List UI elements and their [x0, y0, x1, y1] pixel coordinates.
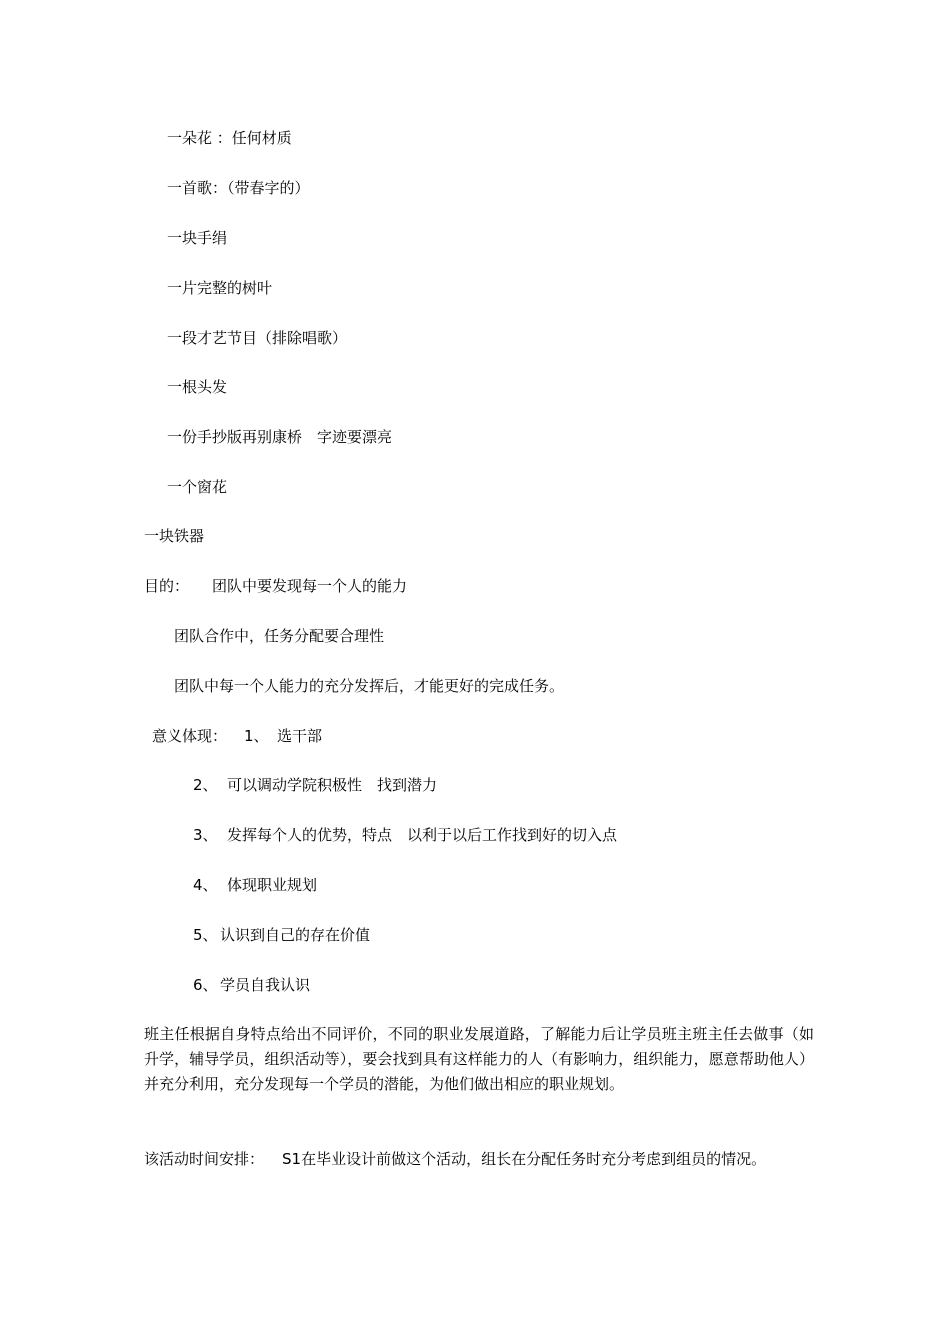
meaning-point-num-5: 5、 — [193, 926, 218, 944]
schedule-label: 该活动时间安排： — [144, 1150, 265, 1168]
item-hair: 一根头发 — [167, 378, 228, 396]
meaning-point-text-6: 学员自我认识 — [220, 976, 311, 994]
meaning-point-num-4: 4、 — [193, 876, 218, 894]
item-iron: 一块铁器 — [144, 527, 205, 545]
item-talent: 一段才艺节目（排除唱歌） — [167, 329, 348, 347]
purpose-label: 目的： — [144, 577, 190, 595]
item-flower: 一朵花 ：任何材质 — [167, 129, 292, 147]
item-song: 一首歌：（带春字的） — [167, 179, 310, 197]
meaning-point-text-4: 体现职业规划 — [227, 876, 318, 894]
meaning-label: 意义体现： — [152, 727, 228, 745]
purpose-line-3: 团队中每一个人能力的充分发挥后，才能更好的完成任务。 — [174, 677, 565, 695]
meaning-point-text-3: 发挥每个人的优势，特点 以利于以后工作找到好的切入点 — [227, 826, 618, 844]
meaning-point-num-3: 3、 — [193, 826, 218, 844]
meaning-point-text-5: 认识到自己的存在价值 — [220, 926, 371, 944]
item-paper-cut: 一个窗花 — [167, 478, 228, 496]
meaning-point-num-1: 1、 — [244, 727, 269, 745]
meaning-point-text-2: 可以调动学院积极性 找到潜力 — [227, 776, 438, 794]
summary-paragraph: 班主任根据自身特点给出不同评价，不同的职业发展道路，了解能力后让学员班主班主任去做事（如升学，辅导学员，组织活动等），要会找到具有这样能力的人（有影响力，组织能力，愿意帮助他人）并充分利用，充分发现每一个学员的潜能，为他们做出相应的职业规划。 — [144, 1025, 814, 1093]
schedule-text: S1在毕业设计前做这个活动，组长在分配任务时充分考虑到组员的情况。 — [282, 1150, 767, 1168]
item-leaf: 一片完整的树叶 — [167, 279, 273, 297]
meaning-point-text-1: 选干部 — [277, 727, 323, 745]
purpose-line-2: 团队合作中，任务分配要合理性 — [174, 627, 385, 645]
purpose-line-1: 团队中要发现每一个人的能力 — [212, 577, 408, 595]
item-handkerchief: 一块手绢 — [167, 229, 228, 247]
meaning-point-num-6: 6、 — [193, 976, 218, 994]
item-poem: 一份手抄版再别康桥 字迹要漂亮 — [167, 428, 393, 446]
schedule-paragraph — [144, 1147, 814, 1172]
meaning-point-num-2: 2、 — [193, 776, 218, 794]
